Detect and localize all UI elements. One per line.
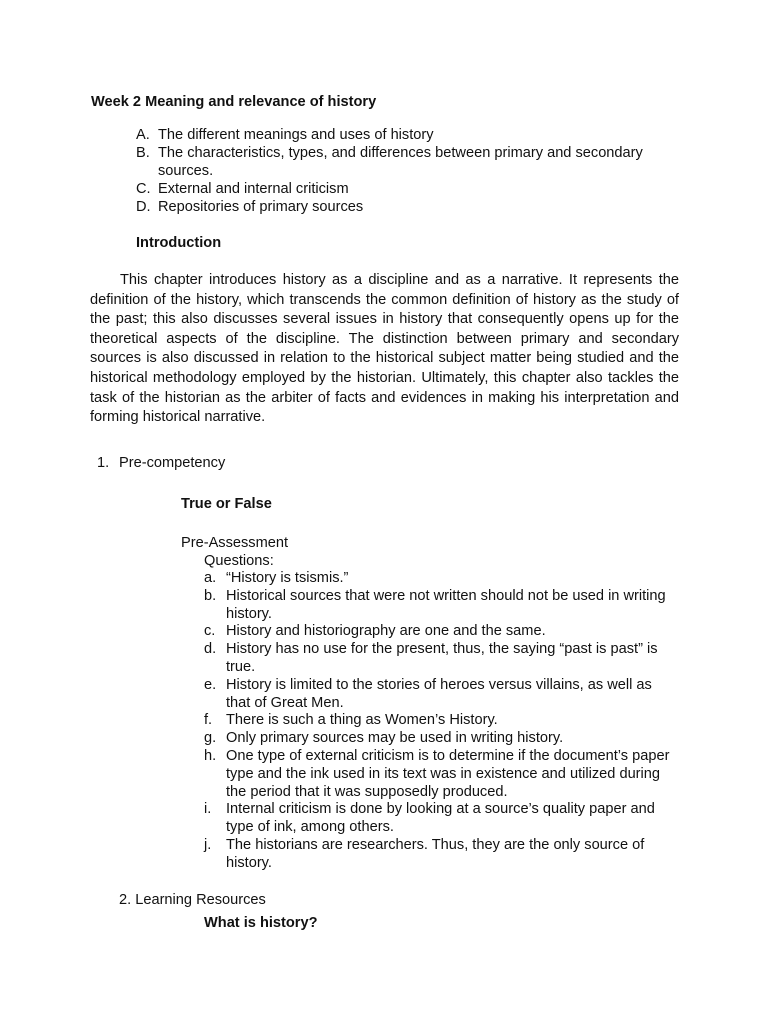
- question-item: [204, 730, 680, 748]
- section-title: Pre-competency: [119, 455, 226, 471]
- topic-marker: C.: [136, 181, 151, 197]
- topic-item: [136, 144, 696, 180]
- topic-item: [136, 126, 696, 144]
- question-marker: b.: [204, 587, 217, 604]
- section-learning-resources: 2. Learning Resources: [119, 892, 266, 908]
- introduction-paragraph: This chapter introduces history as a discipline and as a narrative. It represents the definition of the history, which transcends the common definition of history as the study of the past; this also discusses several issues in history that consequently opens up for the theoretical aspects of the discipline. The distinction between primary and secondary sources is also discussed in relation to the historical subject matter being studied and the historical methodology employed by the historian. Ultimately, this chapter also tackles the task of the historian as the arbiter of facts and evidences in making his interpretation and forming historical narrative.: [90, 272, 679, 426]
- question-marker: c.: [204, 623, 216, 640]
- question-marker: i.: [204, 801, 212, 818]
- question-text: One type of external criticism is to determine if the document’s paper type and the ink used in its text was in existence and utilized during the period that it was supposedly produced.: [226, 747, 670, 800]
- topic-item: [136, 198, 696, 216]
- topic-text: The different meanings and uses of history: [158, 127, 434, 143]
- question-text: History is limited to the stories of heroes versus villains, as well as that of Great Men.: [226, 676, 652, 711]
- topic-marker: D.: [136, 199, 151, 215]
- topic-marker: B.: [136, 145, 150, 161]
- section-number: 1.: [97, 455, 110, 471]
- question-text: The historians are researchers. Thus, they are the only source of history.: [226, 836, 645, 871]
- question-item: [204, 837, 680, 873]
- true-false-heading: True or False: [181, 496, 272, 512]
- question-text: There is such a thing as Women’s History.: [226, 712, 498, 729]
- question-list: [204, 570, 680, 873]
- question-item: [204, 623, 680, 641]
- questions-label: Questions:: [204, 553, 274, 569]
- question-marker: e.: [204, 676, 217, 693]
- topic-text: Repositories of primary sources: [158, 199, 364, 215]
- section-pre-competency: [97, 455, 225, 471]
- question-marker: g.: [204, 730, 217, 747]
- question-item: [204, 570, 680, 588]
- topic-marker: A.: [136, 127, 150, 143]
- topic-item: [136, 180, 696, 198]
- question-item: [204, 641, 680, 677]
- question-item: [204, 748, 680, 801]
- what-is-history-heading: What is history?: [204, 915, 318, 931]
- question-marker: a.: [204, 570, 217, 586]
- pre-assessment-label: Pre-Assessment: [181, 535, 289, 551]
- question-marker: j.: [204, 836, 212, 853]
- topic-text: External and internal criticism: [158, 181, 349, 197]
- question-item: [204, 588, 680, 624]
- question-text: History and historiography are one and the same.: [226, 623, 546, 640]
- introduction-heading: Introduction: [136, 235, 222, 251]
- week-title: Week 2 Meaning and relevance of history: [91, 94, 377, 110]
- topic-text: The characteristics, types, and differences between primary and secondary sources.: [158, 145, 643, 179]
- question-item: [204, 677, 680, 713]
- question-text: Internal criticism is done by looking at a source’s quality paper and type of ink, among others.: [226, 801, 655, 836]
- question-item: [204, 801, 680, 837]
- question-text: Only primary sources may be used in writing history.: [226, 730, 564, 747]
- question-text: Historical sources that were not written should not be used in writing history.: [226, 587, 666, 622]
- question-marker: h.: [204, 747, 217, 764]
- question-text: History has no use for the present, thus, the saying “past is past” is true.: [226, 641, 658, 675]
- question-marker: d.: [204, 641, 217, 658]
- question-item: [204, 712, 680, 730]
- question-marker: f.: [204, 712, 213, 729]
- question-text: “History is tsismis.”: [226, 570, 349, 586]
- topic-list: [136, 126, 696, 216]
